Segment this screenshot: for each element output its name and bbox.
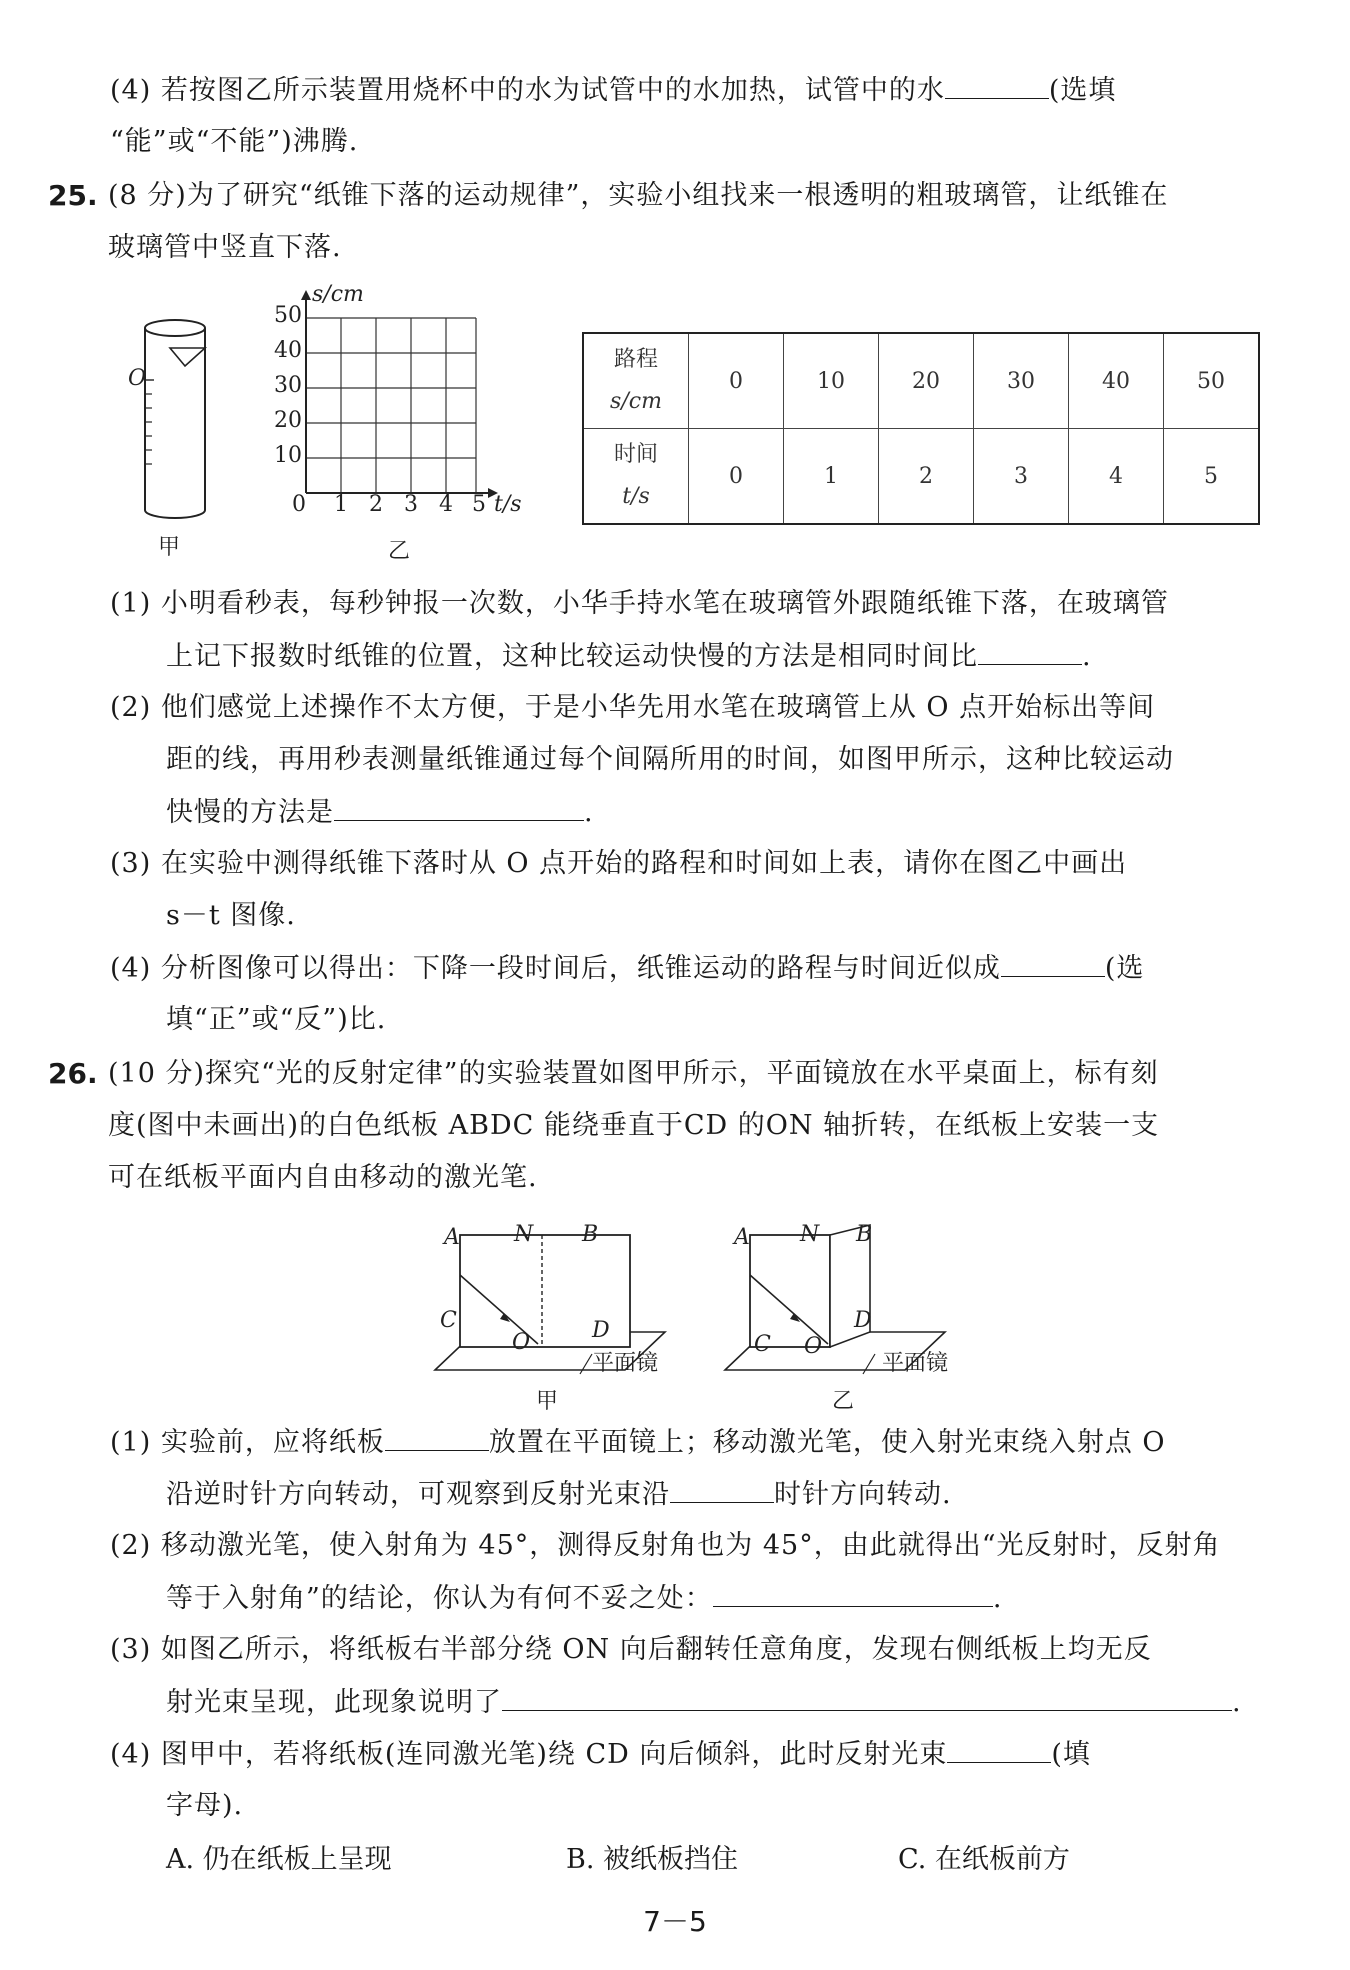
q26-intro-line2: 度(图中未画出)的白色纸板 ABDC 能绕垂直于CD 的ON 轴折转，在纸板上安装一支: [108, 1110, 1160, 1141]
fig-jia-mirror-label: 平面镜: [592, 1351, 659, 1376]
table-cell: 10: [784, 333, 879, 429]
y-tick-30: 30: [274, 373, 302, 398]
graph-y-axis-label: s/cm: [312, 282, 364, 307]
q25-2-line1: (2) 他们感觉上述操作不太方便，于是小华先用水笔在玻璃管上从 O 点开始标出等间: [110, 692, 1156, 723]
table-cell: 30: [974, 333, 1069, 429]
q26-3-line1: (3) 如图乙所示，将纸板右半部分绕 ON 向后翻转任意角度，发现右侧纸板上均无反: [110, 1634, 1152, 1665]
option-a[interactable]: A. 仍在纸板上呈现: [166, 1844, 392, 1875]
q26-2-line2: 等于入射角”的结论，你认为有何不妥之处： .: [166, 1578, 1002, 1619]
y-tick-20: 20: [274, 408, 302, 433]
answer-blank[interactable]: [502, 1682, 1232, 1711]
table-cell: 50: [1164, 333, 1260, 429]
answer-blank[interactable]: [945, 70, 1049, 99]
fig-jia-point-b: B: [582, 1222, 599, 1247]
q25-1-text: 上记下报数时纸锥的位置，这种比较运动快慢的方法是相同时间比: [166, 641, 978, 672]
q25-4-line2: 填“正”或“反”)比.: [166, 1004, 387, 1035]
q24-4-line2: “能”或“不能”)沸腾.: [110, 126, 359, 157]
q25-2-text: 快慢的方法是: [166, 797, 334, 828]
q25-4-text-b: (选: [1104, 953, 1145, 984]
q26-1-text-a: (1) 实验前，应将纸板: [110, 1427, 385, 1458]
table-cell: 40: [1069, 333, 1164, 429]
fig-jia-point-a: A: [444, 1225, 460, 1250]
q26-intro-line1: (10 分)探究“光的反射定律”的实验装置如图甲所示，平面镜放在水平桌面上，标有刻: [108, 1058, 1159, 1089]
answer-blank[interactable]: [334, 792, 584, 821]
table-cell: 5: [1164, 429, 1260, 525]
q26-4-line2: 字母).: [166, 1790, 244, 1821]
q26-1-text-c: 沿逆时针方向转动，可观察到反射光束沿: [166, 1479, 670, 1510]
q26-4-text-b: (填: [1051, 1739, 1091, 1770]
y-tick-40: 40: [274, 338, 302, 363]
q25-2-line3: 快慢的方法是 .: [166, 792, 594, 833]
question-number-25: 25.: [48, 179, 98, 212]
q25-2-line2: 距的线，再用秒表测量纸锥通过每个间隔所用的时间，如图甲所示，这种比较运动: [166, 744, 1174, 775]
q25-4-line1: [110, 948, 1144, 989]
answer-blank[interactable]: [947, 1734, 1051, 1763]
x-tick-5: 5: [472, 492, 486, 517]
y-tick-10: 10: [274, 443, 302, 468]
q26-1-text-d: 时针方向转动.: [774, 1479, 952, 1510]
fig-jia-point-d: D: [592, 1318, 610, 1343]
fig-yi-point-d: D: [854, 1308, 872, 1333]
q25-3-line1: (3) 在实验中测得纸锥下落时从 O 点开始的路程和时间如上表，请你在图乙中画出: [110, 848, 1128, 879]
x-tick-4: 4: [439, 492, 453, 517]
q25-1-line2: 上记下报数时纸锥的位置，这种比较运动快慢的方法是相同时间比 .: [166, 636, 1092, 677]
q24-4-text-a: (4) 若按图乙所示装置用烧杯中的水为试管中的水加热，试管中的水: [110, 75, 945, 106]
answer-blank[interactable]: [670, 1474, 774, 1503]
graph-origin-label: 0: [292, 492, 306, 517]
table-cell: 2: [879, 429, 974, 525]
q26-3-text: 射光束呈现，此现象说明了: [166, 1687, 502, 1718]
q26-4-line1: [110, 1734, 1091, 1775]
q25-4-text-a: (4) 分析图像可以得出：下降一段时间后，纸锥运动的路程与时间近似成: [110, 953, 1001, 984]
table-row-distance: [583, 333, 1259, 429]
q26-2-text: 等于入射角”的结论，你认为有何不妥之处：: [166, 1583, 713, 1614]
answer-blank[interactable]: [385, 1422, 489, 1451]
table-cell: 3: [974, 429, 1069, 525]
q26-1-text-b: 放置在平面镜上；移动激光笔，使入射光束绕入射点 O: [488, 1427, 1166, 1458]
q26-2-line1: (2) 移动激光笔，使入射角为 45°，测得反射角也为 45°，由此就得出“光反射时，反射角: [110, 1530, 1221, 1561]
header-text: 路程: [613, 347, 658, 372]
fig-yi-point-c: C: [754, 1332, 771, 1357]
question-number-26: 26.: [48, 1057, 98, 1090]
option-c[interactable]: C. 在纸板前方: [898, 1844, 1070, 1875]
header-unit: s/cm: [610, 389, 662, 414]
table-header-time: [583, 429, 689, 525]
answer-blank[interactable]: [1001, 948, 1105, 977]
x-tick-2: 2: [369, 492, 383, 517]
q25-intro-line1: (8 分)为了研究“纸锥下落的运动规律”，实验小组找来一根透明的粗玻璃管，让纸锥在: [108, 180, 1169, 211]
table-header-distance: [583, 333, 689, 429]
q26-3-line2: 射光束呈现，此现象说明了 .: [166, 1682, 1242, 1723]
fig-jia-point-o: O: [512, 1330, 531, 1355]
graph-x-axis-label: t/s: [494, 492, 522, 517]
q26-intro-line3: 可在纸板平面内自由移动的激光笔.: [108, 1162, 538, 1193]
page-number: 7－5: [643, 1905, 707, 1938]
q25-1-line1: (1) 小明看秒表，每秒钟报一次数，小华手持水笔在玻璃管外跟随纸锥下落，在玻璃管: [110, 588, 1169, 619]
table-cell: 4: [1069, 429, 1164, 525]
fig-yi-point-o: O: [804, 1334, 823, 1359]
glass-tube-figure: [130, 310, 220, 560]
distance-time-table: [582, 332, 1260, 525]
q24-4-text-b: (选填: [1048, 75, 1117, 106]
q25-intro-line2: 玻璃管中竖直下落.: [108, 232, 342, 263]
table-cell: 20: [879, 333, 974, 429]
table-row-time: [583, 429, 1259, 525]
table-cell: 1: [784, 429, 879, 525]
fig-yi-point-b: B: [856, 1222, 873, 1247]
q26-4-text-a: (4) 图甲中，若将纸板(连同激光笔)绕 CD 向后倾斜，此时反射光束: [110, 1739, 948, 1770]
fig-yi-point-a: A: [734, 1225, 750, 1250]
figure-yi-caption-26: 乙: [832, 1389, 855, 1414]
figure-yi-caption: 乙: [388, 539, 411, 564]
answer-blank[interactable]: [713, 1578, 993, 1607]
tube-point-o-label: O: [128, 366, 147, 391]
header-unit: t/s: [622, 484, 650, 509]
q24-4-line1: [110, 70, 1116, 111]
x-tick-1: 1: [334, 492, 348, 517]
q26-1-line1: [110, 1422, 1166, 1463]
fig-yi-mirror-label: 平面镜: [882, 1351, 949, 1376]
x-tick-3: 3: [404, 492, 418, 517]
answer-blank[interactable]: [978, 636, 1082, 665]
table-cell: 0: [689, 429, 784, 525]
fig-yi-point-n: N: [800, 1222, 820, 1247]
figure-jia-caption-26: 甲: [536, 1389, 559, 1414]
option-b[interactable]: B. 被纸板挡住: [566, 1844, 739, 1875]
figure-jia-caption: 甲: [158, 535, 181, 560]
fig-jia-point-n: N: [514, 1222, 534, 1247]
fig-jia-point-c: C: [440, 1308, 457, 1333]
y-tick-50: 50: [274, 303, 302, 328]
header-text: 时间: [613, 442, 658, 467]
table-cell: 0: [689, 333, 784, 429]
q26-1-line2: [166, 1474, 952, 1515]
q25-3-line2: s－t 图像.: [166, 900, 296, 931]
